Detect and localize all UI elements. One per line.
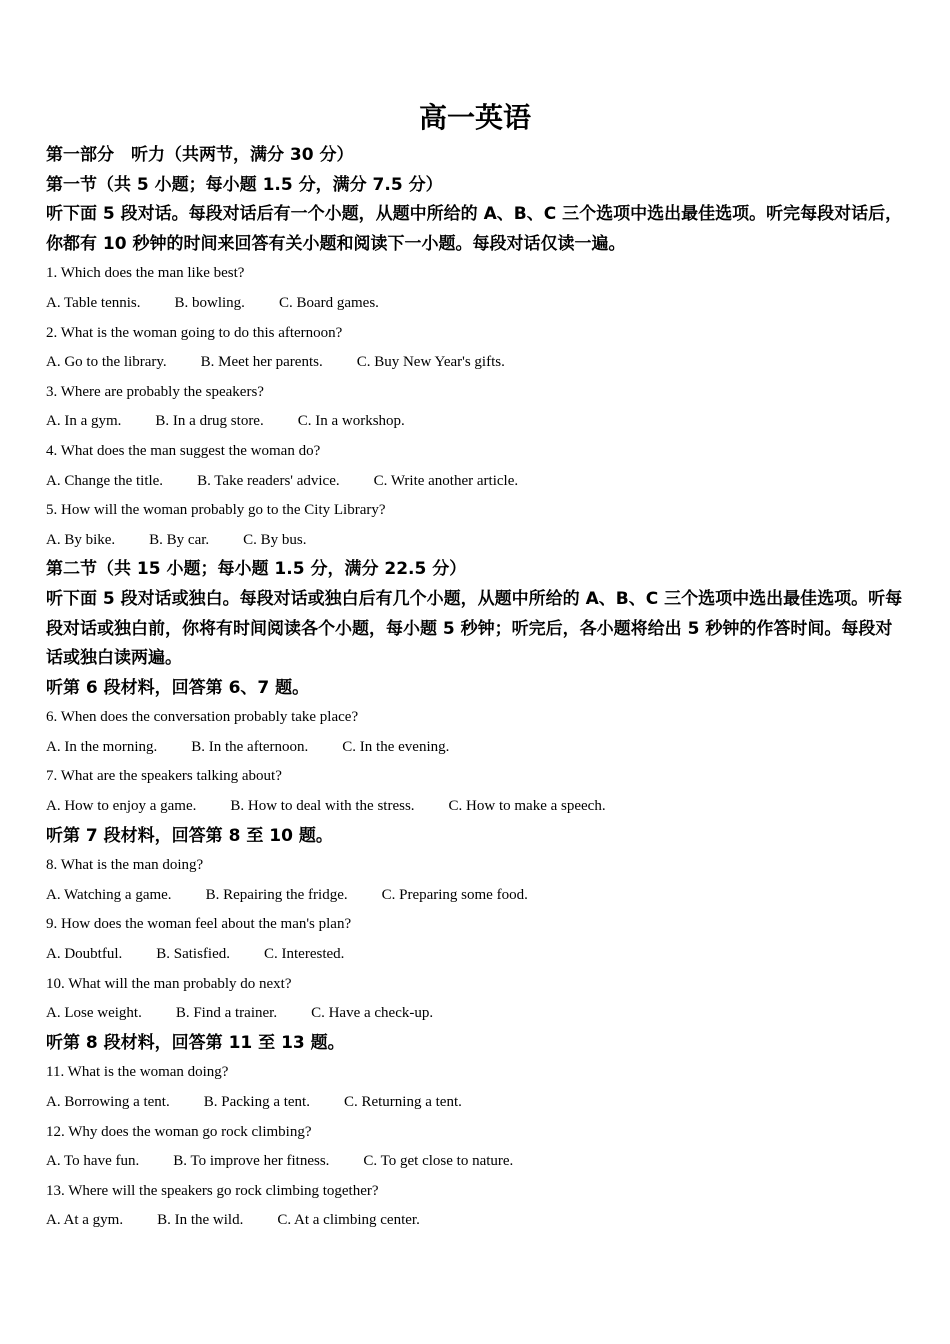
page-title: 高一英语 bbox=[418, 101, 531, 134]
material-heading: 听第 6 段材料，回答第 6、7 题。 bbox=[46, 677, 310, 698]
option-b[interactable]: B. In the wild. bbox=[157, 1212, 244, 1229]
option-c[interactable]: C. In a workshop. bbox=[297, 413, 405, 430]
option-a[interactable]: A. Change the title. bbox=[46, 472, 164, 489]
option-c[interactable]: C. By bus. bbox=[243, 531, 307, 548]
question-9: 9. How does the woman feel about the man's plan? bbox=[46, 916, 352, 933]
option-c[interactable]: C. Interested. bbox=[264, 946, 345, 963]
question-1: 1. Which does the man like best? bbox=[46, 265, 245, 282]
option-b[interactable]: B. Packing a tent. bbox=[203, 1094, 310, 1110]
option-c[interactable]: C. Write another article. bbox=[373, 472, 519, 489]
option-b[interactable]: B. Find a trainer. bbox=[175, 1005, 278, 1022]
material-heading: 听第 7 段材料，回答第 8 至 10 题。 bbox=[46, 825, 333, 846]
option-b[interactable]: B. How to deal with the stress. bbox=[230, 798, 415, 815]
option-c[interactable]: C. In the evening. bbox=[342, 738, 450, 755]
options-8 bbox=[46, 881, 906, 911]
options-12 bbox=[46, 1147, 906, 1177]
question-13: 13. Where will the speakers go rock climbing together? bbox=[46, 1182, 379, 1199]
exam-content bbox=[46, 141, 906, 1236]
option-b[interactable]: B. Meet her parents. bbox=[200, 354, 323, 371]
question-3: 3. Where are probably the speakers? bbox=[46, 383, 264, 400]
options-13 bbox=[46, 1206, 906, 1236]
option-c[interactable]: C. Preparing some food. bbox=[381, 886, 528, 903]
question-10: 10. What will the man probably do next? bbox=[46, 975, 292, 992]
option-a[interactable]: A. Lose weight. bbox=[46, 1005, 142, 1022]
option-b[interactable]: B. In a drug store. bbox=[155, 413, 264, 430]
question-4: 4. What does the man suggest the woman do? bbox=[46, 442, 321, 459]
options-10 bbox=[46, 999, 906, 1029]
options-7 bbox=[46, 792, 906, 822]
options-5 bbox=[46, 526, 906, 556]
question-12: 12. Why does the woman go rock climbing? bbox=[46, 1123, 312, 1140]
material-heading: 听第 8 段材料，回答第 11 至 13 题。 bbox=[46, 1032, 345, 1053]
option-a[interactable]: A. Doubtful. bbox=[46, 946, 123, 963]
option-a[interactable]: A. To have fun. bbox=[46, 1153, 140, 1170]
option-a[interactable]: A. In a gym. bbox=[46, 413, 122, 430]
option-b[interactable]: B. Satisfied. bbox=[156, 946, 230, 963]
section-heading: 第二节（共 15 小题；每小题 1.5 分，满分 22.5 分） bbox=[46, 559, 467, 580]
options-1 bbox=[46, 289, 906, 319]
options-11 bbox=[46, 1088, 906, 1118]
option-c[interactable]: C. To get close to nature. bbox=[363, 1153, 514, 1170]
options-3 bbox=[46, 407, 906, 437]
option-a[interactable]: A. In the morning. bbox=[46, 738, 158, 755]
option-a[interactable]: A. Go to the library. bbox=[46, 354, 167, 371]
option-a[interactable]: A. Table tennis. bbox=[46, 294, 141, 311]
option-b[interactable]: B. Repairing the fridge. bbox=[205, 886, 348, 903]
option-c[interactable]: C. Returning a tent. bbox=[343, 1094, 462, 1110]
option-b[interactable]: B. bowling. bbox=[174, 294, 245, 311]
options-9 bbox=[46, 940, 906, 970]
option-b[interactable]: B. By car. bbox=[149, 531, 210, 548]
question-5: 5. How will the woman probably go to the City Library? bbox=[46, 502, 386, 519]
question-7: 7. What are the speakers talking about? bbox=[46, 768, 282, 785]
option-c[interactable]: C. Board games. bbox=[278, 294, 379, 311]
option-c[interactable]: C. Have a check-up. bbox=[311, 1005, 434, 1022]
option-b[interactable]: B. In the afternoon. bbox=[191, 738, 309, 755]
option-c[interactable]: C. How to make a speech. bbox=[448, 798, 606, 815]
question-11: 11. What is the woman doing? bbox=[46, 1064, 229, 1081]
question-6: 6. When does the conversation probably take place? bbox=[46, 709, 359, 726]
option-a[interactable]: A. Watching a game. bbox=[46, 886, 172, 903]
section-instruction: 听下面 5 段对话。每段对话后有一个小题，从题中所给的 A、B、C 三个选项中选出最佳选项。听完每段对话后，你都有 10 秒钟的时间来回答有关小题和阅读下一小题。每段对话仅读一遍。 bbox=[46, 204, 903, 254]
option-a[interactable]: A. Borrowing a tent. bbox=[46, 1094, 170, 1110]
option-b[interactable]: B. To improve her fitness. bbox=[173, 1153, 330, 1170]
section-instruction: 听下面 5 段对话或独白。每段对话或独白后有几个小题，从题中所给的 A、B、C 三个选项中选出最佳选项。听每段对话或独白前，你将有时间阅读各个小题，每小题 5 秒钟；听完后，各小题将给出 5 秒钟的作答时间。每段对话或独白读两遍。 bbox=[46, 588, 903, 669]
option-c[interactable]: C. Buy New Year's gifts. bbox=[356, 354, 505, 371]
question-8: 8. What is the man doing? bbox=[46, 857, 204, 874]
question-2: 2. What is the woman going to do this afternoon? bbox=[46, 324, 343, 341]
section-heading: 第一节（共 5 小题；每小题 1.5 分，满分 7.5 分） bbox=[46, 174, 443, 195]
option-a[interactable]: A. By bike. bbox=[46, 531, 116, 548]
options-2 bbox=[46, 348, 906, 378]
options-4 bbox=[46, 467, 906, 497]
option-a[interactable]: A. At a gym. bbox=[46, 1212, 124, 1229]
option-b[interactable]: B. Take readers' advice. bbox=[197, 472, 340, 489]
option-c[interactable]: C. At a climbing center. bbox=[277, 1212, 420, 1229]
part-heading: 第一部分 听力（共两节，满分 30 分） bbox=[46, 145, 354, 165]
options-6 bbox=[46, 733, 906, 763]
option-a[interactable]: A. How to enjoy a game. bbox=[46, 798, 197, 815]
